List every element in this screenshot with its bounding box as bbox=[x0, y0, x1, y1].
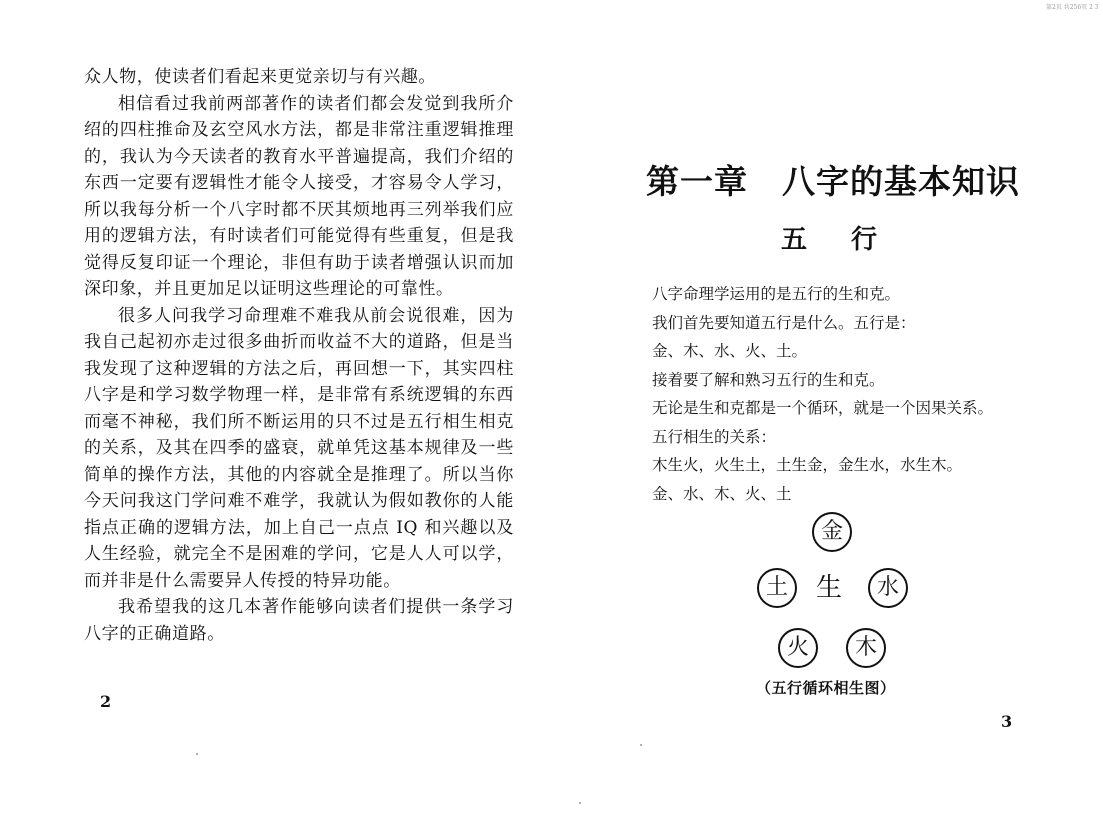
right-line-2: 我们首先要知道五行是什么。五行是： bbox=[652, 313, 916, 332]
chapter-title: 第一章 八字的基本知识 bbox=[646, 162, 1020, 201]
right-line-4: 接着要了解和熟习五行的生和克。 bbox=[652, 370, 885, 389]
scan-speck bbox=[579, 802, 581, 804]
right-line-5: 无论是生和克都是一个循环，就是一个因果关系。 bbox=[652, 399, 994, 417]
left-paragraph-4: 我希望我的这几本著作能够向读者们提供一条学习八字的正确道路。 bbox=[84, 597, 514, 644]
scan-speck bbox=[196, 753, 198, 755]
circle-fire: 火 bbox=[778, 628, 818, 668]
center-sheng: 生 bbox=[816, 573, 843, 603]
diagram-caption: （五行循环相生图） bbox=[756, 679, 896, 697]
five-elements-diagram bbox=[740, 505, 940, 705]
right-line-3: 金、木、水、火、土。 bbox=[652, 342, 808, 360]
right-page-number: 3 bbox=[1001, 712, 1013, 731]
circle-water: 水 bbox=[868, 568, 908, 608]
right-line-7: 木生火，火生土，土生金，金生水，水生木。 bbox=[652, 456, 963, 474]
left-paragraph-1: 众人物，使读者们看起来更觉亲切与有兴趣。 bbox=[84, 67, 436, 87]
left-page-body bbox=[84, 64, 514, 647]
corner-note: 第2页 共256页 2 3 bbox=[1046, 4, 1099, 11]
right-page-body bbox=[652, 280, 1052, 508]
left-paragraph-2: 相信看过我前两部著作的读者们都会发觉到我所介绍的四柱推命及玄空风水方法，都是非常注重逻辑推理的，我认为今天读者的教育水平普遍提高，我们介绍的东西一定要有逻辑性才能令人接受，才容易令人学习，所以我每分析一个八字时都不厌其烦地再三列举我们应用的逻辑方法，有时读者们可能觉得有些重复，但是我觉得反复印证一个理论，非但有助于读者增强认识而加深印象，并且更加足以证明这些理论的可靠性。 bbox=[84, 93, 514, 299]
right-line-8: 金、水、木、火、土 bbox=[652, 484, 792, 503]
left-paragraph-3: 很多人问我学习命理难不难我从前会说很难，因为我自己起初亦走过很多曲折而收益不大的道路，但是当我发现了这种逻辑的方法之后，再回想一下，其实四柱八字是和学习数学物理一样，是非常有系统逻辑的东西而毫不神秘，我们所不断运用的只不过是五行相生相克的关系，及其在四季的盛衰，就单凭这基本规律及一些简单的操作方法，其他的内容就全是推理了。所以当你今天问我这门学问难不难学，我就认为假如教你的人能指点正确的逻辑方法，加上自己一点点 IQ 和兴趣以及人生经验，就完全不是困难的学问，它是人人可以学，而并非是什么需要异人传授的特异功能。 bbox=[84, 305, 514, 591]
circle-wood: 木 bbox=[846, 628, 886, 668]
scan-speck bbox=[640, 744, 642, 746]
right-line-6: 五行相生的关系： bbox=[652, 427, 777, 446]
circle-earth: 土 bbox=[757, 568, 797, 608]
left-page-number: 2 bbox=[100, 692, 112, 711]
circle-metal: 金 bbox=[812, 512, 852, 552]
section-title: 五行 bbox=[780, 225, 921, 255]
right-line-1: 八字命理学运用的是五行的生和克。 bbox=[652, 285, 901, 303]
